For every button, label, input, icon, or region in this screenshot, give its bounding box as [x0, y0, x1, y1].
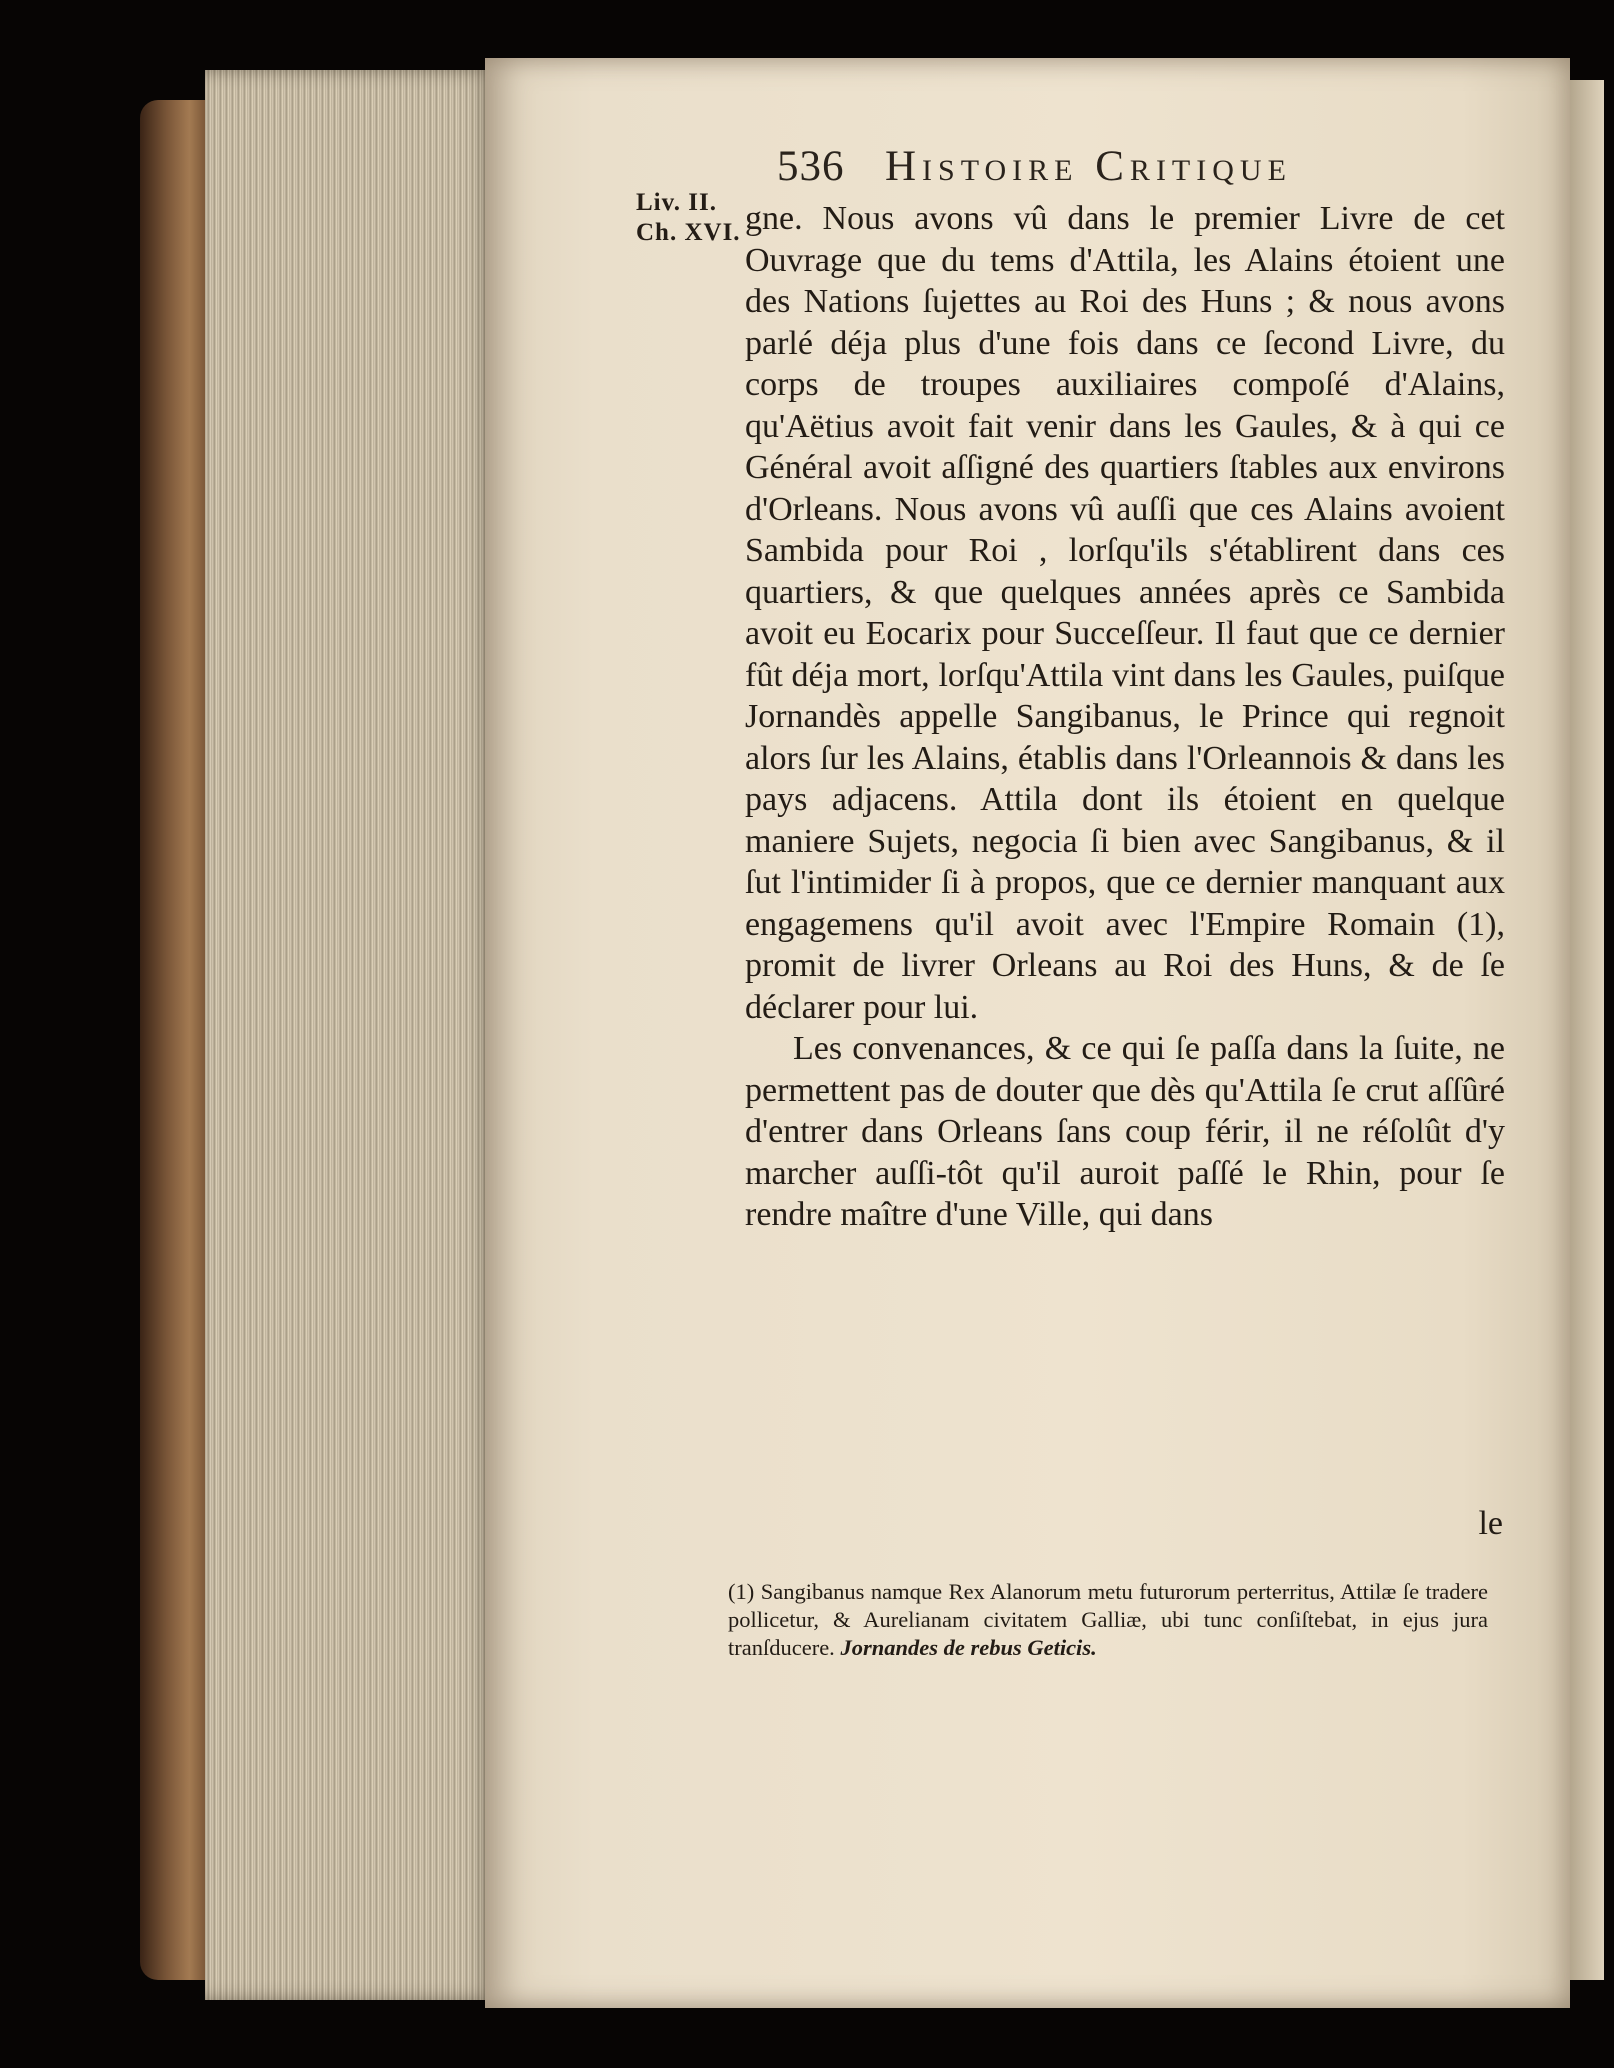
- page-number: 536: [777, 143, 845, 190]
- running-head: Histoire Critique: [885, 143, 1292, 190]
- margin-note: [636, 188, 741, 248]
- paragraph-2: Les convenances, & ce qui ſe paſſa dans la ſuite, ne permettent pas de douter que dès qu'Attila ſe crut aſſûré d'entrer dans Orleans ſans coup férir, il ne réſolût d'y marcher auſſi-tôt qu'il auroit paſſé le Rhin, pour ſe rendre maître d'une Ville, qui dans: [745, 1030, 1505, 1233]
- footnote-citation: Jornandes de rebus Geticis.: [840, 1635, 1097, 1660]
- page-block-edges: [205, 70, 495, 2000]
- footnote: [728, 1578, 1488, 1662]
- footnote-text: (1) Sangibanus namque Rex Alanorum metu futurorum perterritus, Attilæ ſe tradere pollicetur, & Aurelianam civitatem Galliæ, ubi tunc conſiſtebat, in ejus jura tranſducere.: [728, 1579, 1488, 1660]
- margin-note-chapter: Ch. XVI.: [636, 219, 741, 246]
- facing-page-edge: [1570, 80, 1604, 1980]
- body-text: [745, 198, 1505, 1236]
- margin-note-book: Liv. II.: [636, 189, 717, 216]
- catchword: le: [1478, 1505, 1503, 1542]
- paragraph-1: gne. Nous avons vû dans le premier Livre de cet Ouvrage que du tems d'Attila, les Alains étoient une des Nations ſujettes au Roi des Huns ; & nous avons parlé déja plus d'une fois dans ce ſecond Livre, du corps de troupes auxiliaires compoſé d'Alains, qu'Aëtius avoit fait venir dans les Gaules, & à qui ce Général avoit aſſigné des quartiers ſtables aux environs d'Orleans. Nous avons vû auſſi que ces Alains avoient Sambida pour Roi , lorſqu'ils s'établirent dans ces quartiers, & que quelques années après ce Sambida avoit eu Eocarix pour Succeſſeur. Il faut que ce dernier fût déja mort, lorſqu'Attila vint dans les Gaules, puiſque Jornandès appelle Sangibanus, le Prince qui regnoit alors ſur les Alains, établis dans l'Orleannois & dans les pays adjacens. Attila dont ils étoient en quelque maniere Sujets, negocia ſi bien avec Sangibanus, & il ſut l'intimider ſi à propos, que ce dernier manquant aux engagemens qu'il avoit avec l'Empire Romain (1), promit de livrer Orleans au Roi des Huns, & de ſe déclarer pour lui.: [745, 200, 1505, 1026]
